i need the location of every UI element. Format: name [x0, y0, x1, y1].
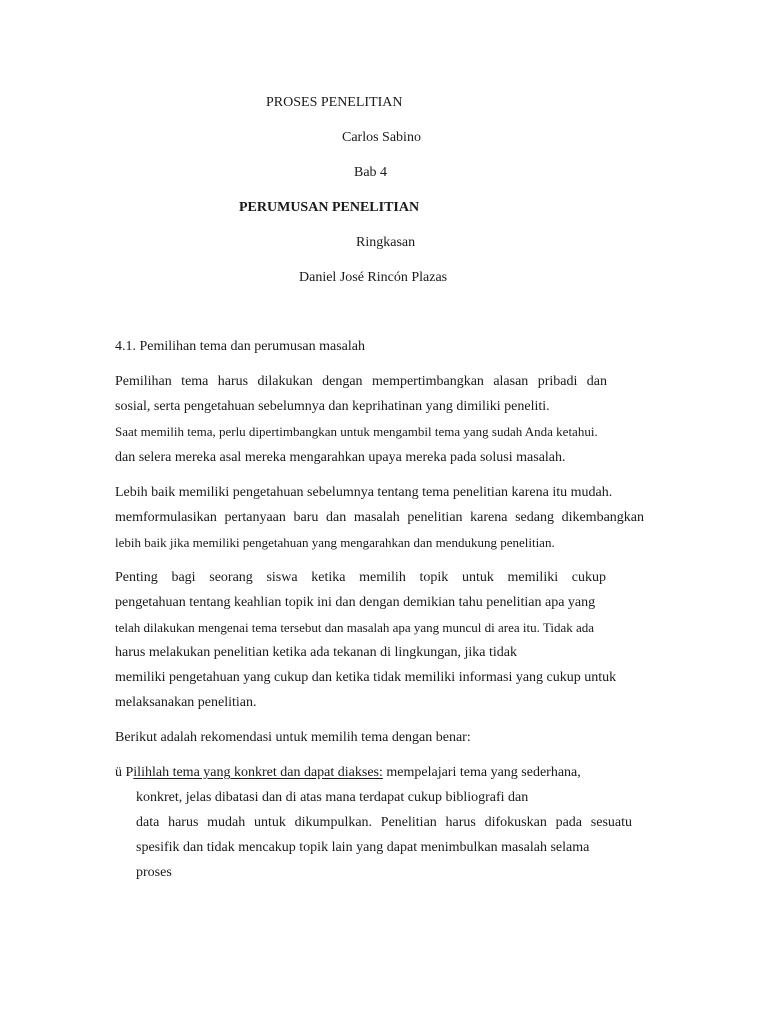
- recommendation-item-line-4: spesifik dan tidak mencakup topik lain yang dapat menimbulkan masalah selama: [136, 840, 590, 855]
- summarizer-name: Daniel José Rincón Plazas: [299, 270, 448, 285]
- recommendation-intro: Berikut adalah rekomendasi untuk memilih tema dengan benar:: [115, 730, 471, 745]
- recommendation-item-line-3: data harus mudah untuk dikumpulkan. Penelitian harus difokuskan pada sesuatu: [136, 815, 632, 830]
- author-name: Carlos Sabino: [342, 130, 421, 145]
- book-title: PROSES PENELITIAN: [266, 95, 403, 110]
- paragraph-2-line-2: memformulasikan pertanyaan baru dan masalah penelitian karena sedang dikembangkan: [115, 510, 644, 525]
- bullet-marker: ü P: [115, 765, 134, 780]
- recommendation-item-line-2: konkret, jelas dibatasi dan di atas mana terdapat cukup bibliografi dan: [136, 790, 529, 805]
- paragraph-3-line-1: Penting bagi seorang siswa ketika memilih topik untuk memiliki cukup: [115, 570, 606, 585]
- paragraph-2-line-3: lebih baik jika memiliki pengetahuan yang mengarahkan dan mendukung penelitian.: [115, 535, 555, 550]
- recommendation-item-line-5: proses: [136, 865, 172, 880]
- summary-label: Ringkasan: [356, 235, 416, 250]
- paragraph-1-line-2: sosial, serta pengetahuan sebelumnya dan keprihatinan yang dimiliki peneliti.: [115, 399, 550, 414]
- chapter-number: Bab 4: [354, 165, 388, 180]
- paragraph-1-line-4: dan selera mereka asal mereka mengarahkan upaya mereka pada solusi masalah.: [115, 450, 566, 465]
- paragraph-3-line-2: pengetahuan tentang keahlian topik ini dan dengan demikian tahu penelitian apa yang: [115, 595, 596, 610]
- paragraph-3-line-3: telah dilakukan mengenai tema tersebut dan masalah apa yang muncul di area itu. Tidak ada: [115, 620, 595, 635]
- paragraph-1-line-1: Pemilihan tema harus dilakukan dengan mempertimbangkan alasan pribadi dan: [115, 374, 607, 389]
- paragraph-3-line-6: melaksanakan penelitian.: [115, 695, 257, 710]
- paragraph-3-line-4: harus melakukan penelitian ketika ada tekanan di lingkungan, jika tidak: [115, 645, 517, 660]
- paragraph-2-line-1: Lebih baik memiliki pengetahuan sebelumnya tentang tema penelitian karena itu mudah.: [115, 485, 613, 500]
- paragraph-3-line-5: memiliki pengetahuan yang cukup dan ketika tidak memiliki informasi yang cukup untuk: [115, 670, 617, 685]
- section-heading: 4.1. Pemilihan tema dan perumusan masalah: [115, 339, 365, 354]
- recommendation-item-title: ilihlah tema yang konkret dan dapat diakses:: [133, 765, 383, 780]
- paragraph-1-line-3: Saat memilih tema, perlu dipertimbangkan untuk mengambil tema yang sudah Anda ketahui.: [115, 424, 598, 439]
- recommendation-item-line-1: [115, 764, 581, 782]
- recommendation-item-line-1-rest: mempelajari tema yang sederhana,: [382, 765, 581, 780]
- chapter-title: PERUMUSAN PENELITIAN: [239, 200, 420, 215]
